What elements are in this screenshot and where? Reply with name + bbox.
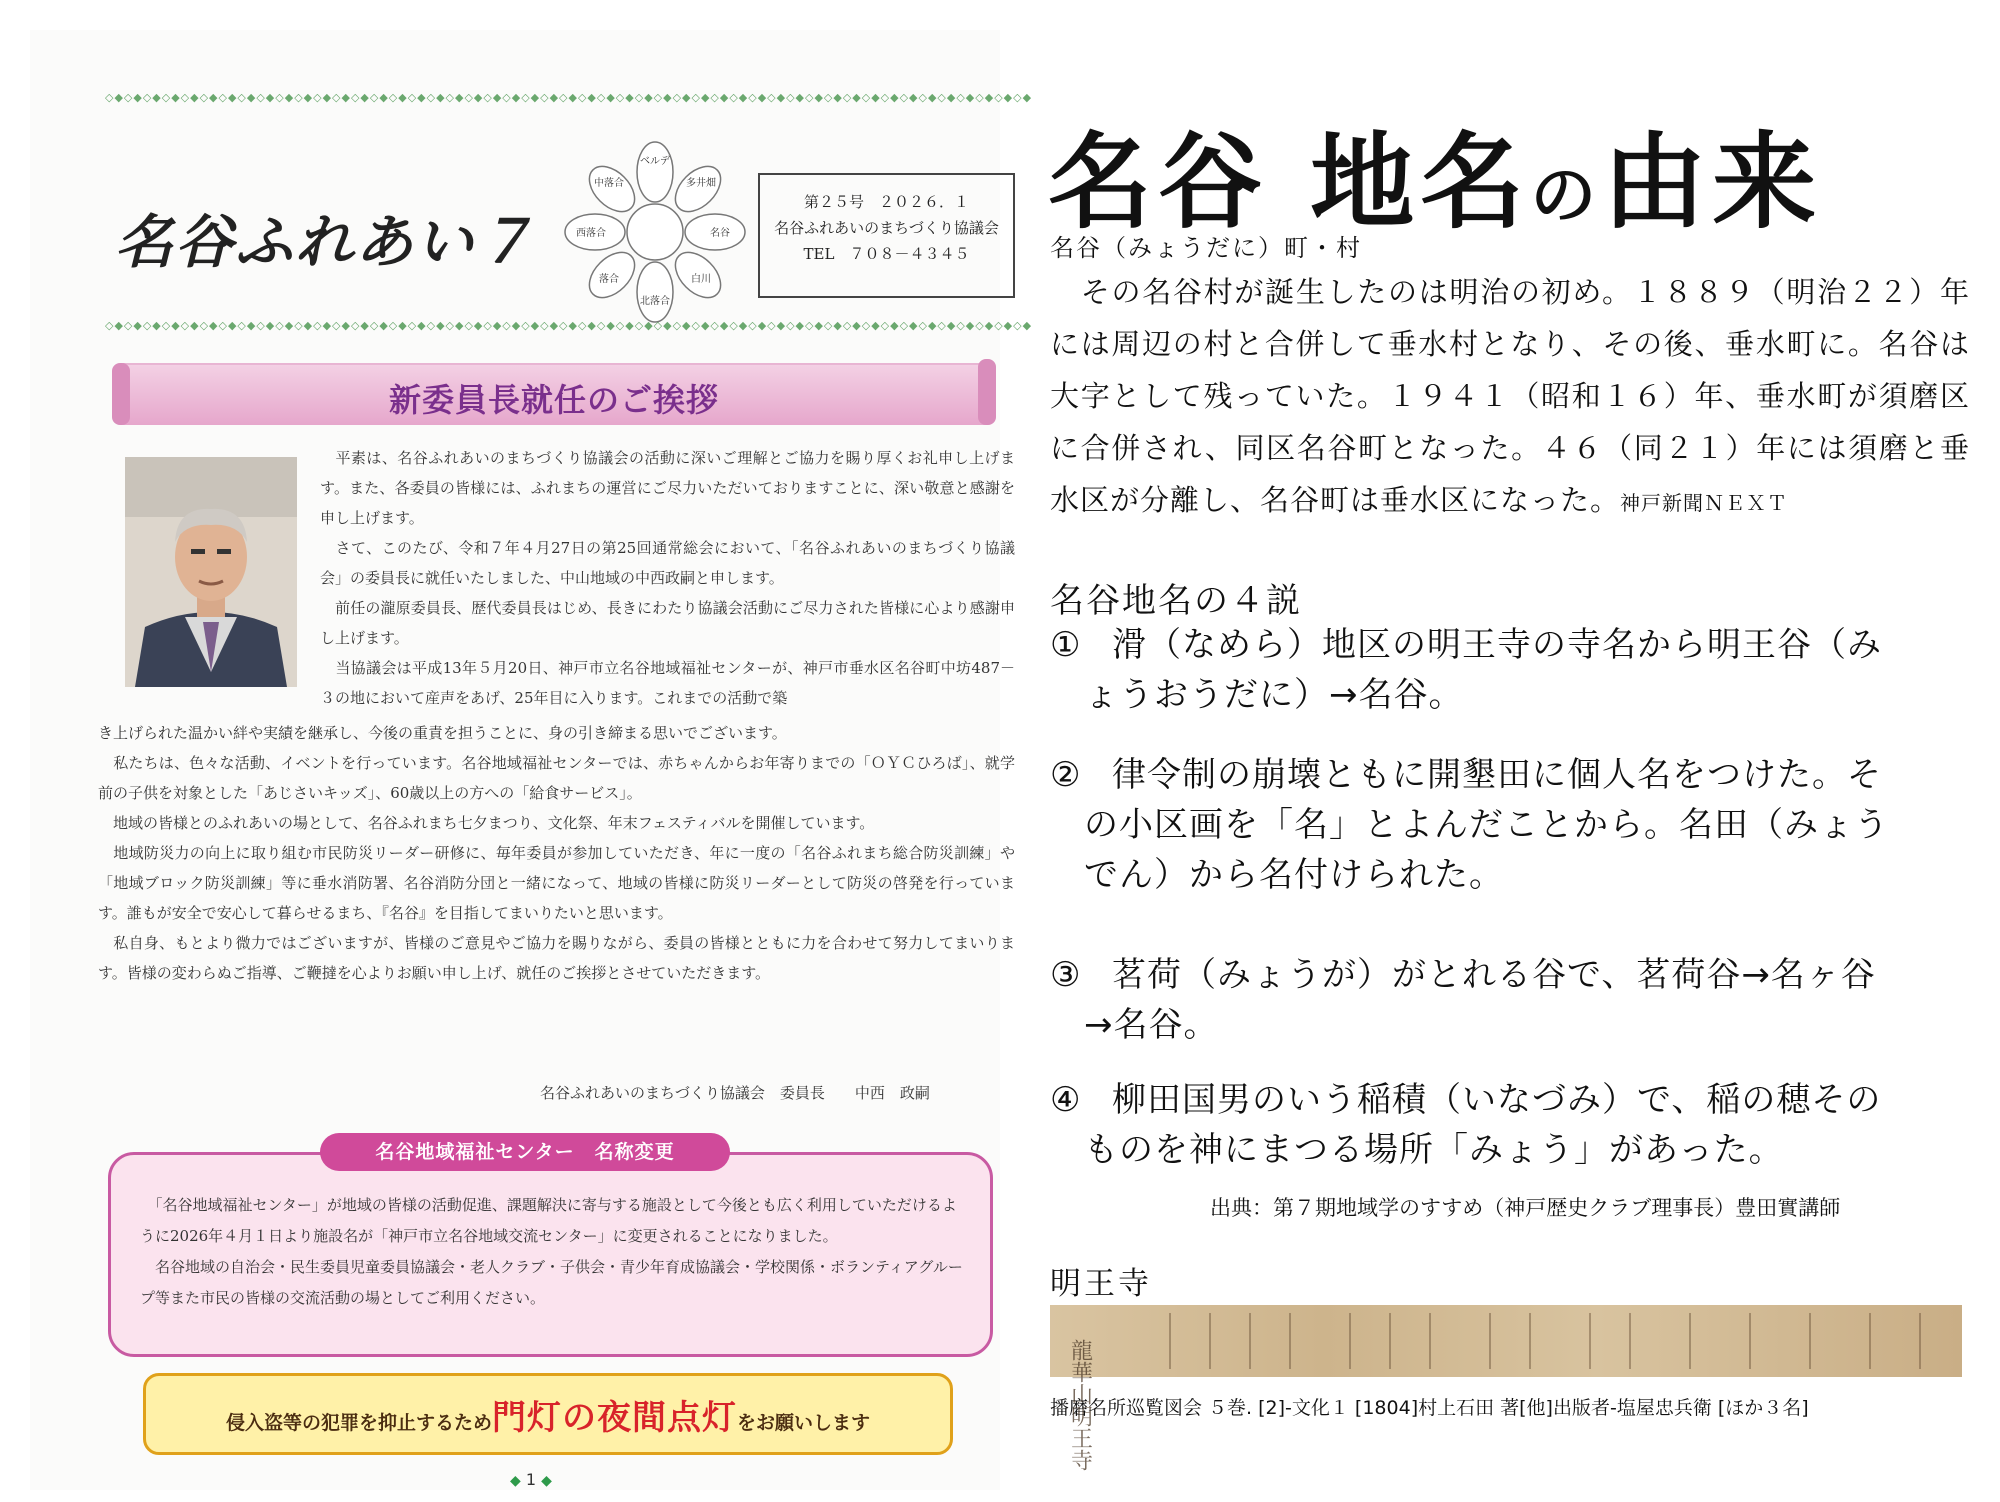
origin-body: その名谷村が誕生したのは明治の初め。１８８９（明治２２）年には周辺の村と合併して垂水村となり、その後、垂水町に。名谷は大字として残っていた。１９４１（昭和１６）年、垂水町が須磨区に合併され、同区名谷町となった。４６（同２１）年には須磨と垂水区が分離し、名谷町は垂水区になった。神戸新聞ＮＥＸＴ: [1050, 275, 1970, 517]
chairman-portrait: [125, 457, 297, 687]
greeting-title: 新委員長就任のご挨拶: [388, 381, 719, 419]
newsletter-page: [30, 30, 1015, 1490]
theory-item: ② 律令制の崩壊ともに開墾田に個人名をつけた。そ の小区画を「名」とよんだことから。名田（みょう でん）から名付けられた。: [1050, 755, 1889, 895]
flower-logo-icon: [565, 142, 745, 322]
svg-text:落合: 落合: [599, 274, 619, 285]
lamp-request-pre: 侵入盗等の犯罪を抑止するため: [225, 1412, 492, 1434]
svg-text:名谷: 名谷: [710, 228, 730, 239]
citation: 出典：第７期地域学のすすめ（神戸歴史クラブ理事長）豊田實講師: [1210, 1196, 1841, 1220]
greeting-banner: [118, 363, 990, 425]
issue-organization: 名谷ふれあいのまちづくり協議会: [774, 219, 999, 237]
svg-text:中落合: 中落合: [594, 178, 624, 189]
decorative-dot-border: [105, 320, 1015, 332]
image-caption: 播磨名所巡覧図会 ５巻. [2]-文化１ [1804]村上石田 著[他]出版者-塩屋忠兵衛 [ほか３名]: [1050, 1397, 1809, 1419]
theory-item: ① 滑（なめら）地区の明王寺の寺名から明王谷（み ょうおうだに）→名谷。: [1050, 625, 1882, 715]
svg-text:白川: 白川: [691, 274, 711, 285]
lamp-request-emphasis: 門灯の夜間点灯: [492, 1398, 737, 1438]
origin-subtitle: 名谷（みょうだに）町・村: [1050, 234, 1362, 262]
greeting-body-beside-photo: 平素は、名谷ふれあいのまちづくり協議会の活動に深いご理解とご協力を賜り厚くお礼申し上げます。また、各委員の皆様には、ふれまちの運営にご尽力いただいておりますことに、深い敬意と感謝を申し上げます。 さて、このたび、令和７年４月27日の第25回通常総会において、「名谷ふれあいのまちづくり協議会」の委員長に就任いたしました、中山地域の中西政嗣と申します。 前任の瀧原委員長、歴代委員長はじめ、長きにわたり協議会活動にご尽力された皆様に心より感謝申し上げます。 当協議会は平成13年５月20日、神戸市立名谷地域福祉センターが、神戸市垂水区名谷町中坊487－３の地において産声をあげ、25年目に入ります。これまでの活動で築: [320, 449, 1015, 707]
svg-text:龍華山明王寺: 龍華山明王寺: [1067, 1339, 1093, 1471]
greeting-body-full: き上げられた温かい絆や実績を継承し、今後の重責を担うことに、身の引き締まる思いでございます。 私たちは、色々な活動、イベントを行っています。名谷地域福祉センターでは、赤ちゃんからお年寄りまでの「ＯＹＣひろば」、就学前の子供を対象とした「あじさいキッズ」、60歳以上の方への「給食サービス」。 地域の皆様とのふれあいの場として、名谷ふれまち七夕まつり、文化祭、年末フェスティバルを開催しています。 地域防災力の向上に取り組む市民防災リーダー研修に、毎年委員が参加していただき、年に一度の「名谷ふれまち総合防災訓練」や「地域ブロック防災訓練」等に垂水消防署、名谷消防分団と一緒になって、地域の皆様に防災リーダーとして防災の啓発を行っています。誰もが安全で安心して暮らせるまち、『名谷』を目指してまいりたいと思います。 私自身、もとより微力ではございますが、皆様のご意見やご協力を賜りながら、委員の皆様とともに力を合わせて努力してまいります。皆様の変わらぬご指導、ご鞭撻を心よりお願い申し上げ、就任のご挨拶とさせていただきます。: [98, 724, 1015, 982]
door-lamp-request: [143, 1390, 953, 1439]
issue-number-date: 第２５号 ２０２６．１: [803, 193, 969, 211]
svg-text:多井畑: 多井畑: [686, 178, 716, 189]
notice-header: 名谷地域福祉センター 名称変更: [320, 1133, 730, 1171]
issue-info-box: [758, 173, 1015, 298]
origin-source: 神戸新聞ＮＥＸＴ: [1620, 491, 1789, 515]
svg-text:ベルデ: ベルデ: [640, 156, 670, 167]
article-title: 名谷 地名の由来: [1048, 121, 1823, 243]
newsletter-title: 名谷ふれあい７: [115, 208, 536, 276]
theory-item: ④ 柳田国男のいう稲積（いなづみ）で、稲の穂その ものを神にまつる場所「みょう」があった。: [1050, 1080, 1882, 1170]
theory-item: ③ 茗荷（みょうが）がとれる谷で、茗荷谷→名ヶ谷 →名谷。: [1050, 955, 1876, 1045]
lamp-request-post: をお願いします: [737, 1412, 871, 1434]
temple-heading: 明王寺: [1050, 1266, 1152, 1302]
diamond-icon: ◆: [510, 1473, 521, 1489]
diamond-icon: ◆: [541, 1473, 552, 1489]
svg-text:北落合: 北落合: [640, 296, 670, 307]
svg-text:西落合: 西落合: [576, 228, 606, 239]
notice-body: 「名谷地域福祉センター」が地域の皆様の活動促進、課題解決に寄与する施設として今後とも広く利用していただけるように2026年４月１日より施設名が「神戸市立名谷地域交流センター」に変更されることになりました。 名谷地域の自治会・民生委員児童委員協議会・老人クラブ・子供会・青少年育成協議会・学校関係・ボランティアグループ等また市民の皆様の交流活動の場としてご利用ください。: [140, 1196, 963, 1307]
page-number: ◆ 1 ◆: [510, 1470, 552, 1489]
issue-phone: TEL ７０８－４３４５: [803, 245, 970, 263]
greeting-signature: 名谷ふれあいのまちづくり協議会 委員長 中西 政嗣: [540, 1084, 930, 1102]
decorative-dot-border: [105, 92, 1015, 104]
theories-heading: 名谷地名の４説: [1050, 581, 1302, 621]
